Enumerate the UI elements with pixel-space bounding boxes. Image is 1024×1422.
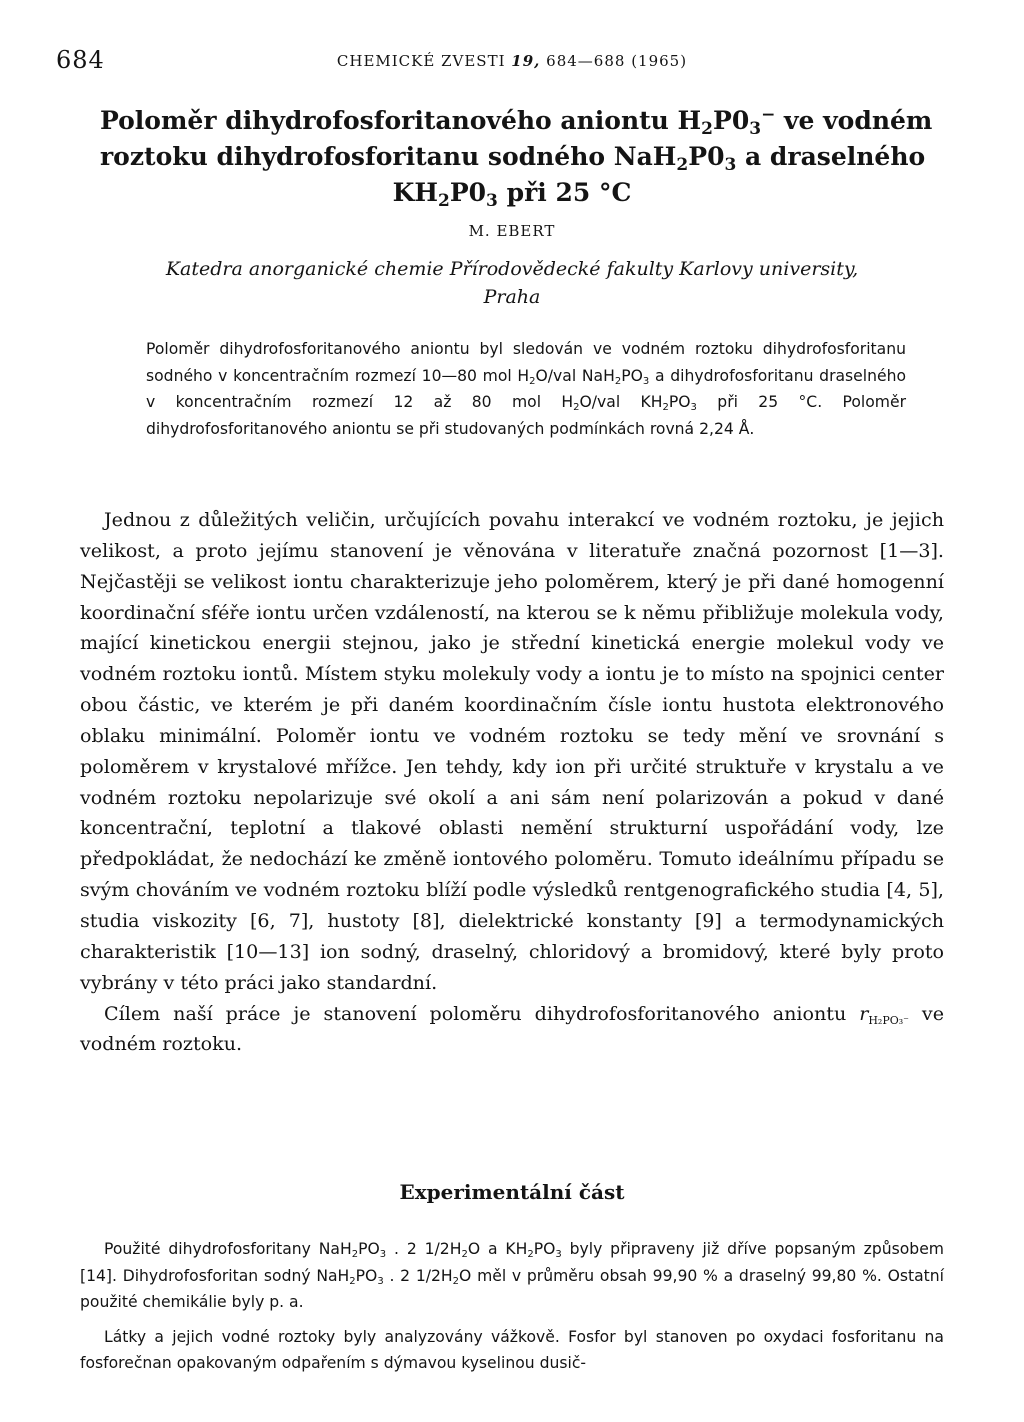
title-line: Poloměr dihydrofosforitanového aniontu $H_2P0_3^-$ ve vodném — [100, 105, 933, 139]
body-paragraph: Cílem naší práce je stanovení poloměru dihydrofosforitanového aniontu $r_{H_2PO_3^-}$ ve vodném roztoku. — [80, 1001, 945, 1056]
title-line: roztoku dihydrofosforitanu sodného $NaH_2P0_3$ a draselného — [100, 142, 926, 175]
author-affiliation — [120, 255, 904, 311]
affiliation-line: Katedra anorganické chemie Přírodovědecké fakulty Karlovy university, — [165, 258, 859, 280]
body-text — [80, 505, 944, 1060]
title-line: $KH_2P0_3$ při 25 °C — [392, 178, 632, 211]
journal-citation — [56, 52, 968, 70]
experimental-paragraph: Použité dihydrofosforitany $NaH_2PO_3$ . 2 $1/2H_2O$ a $KH_2PO_3$ byly připraveny již dříve popsaným způsobem [14]. Dihydrofosforitan sodný $NaH_2PO_3$ . 2 $1/2H_2O$ měl v průměru obsah 99,90 % a draselný 99,80 %. Ostatní použité chemikálie byly p. a. — [80, 1240, 945, 1311]
journal-name: CHEMICKÉ ZVESTI — [336, 52, 506, 70]
author-name: M. EBERT — [468, 222, 556, 240]
abstract — [146, 336, 906, 443]
running-head — [56, 46, 968, 76]
abstract-paragraph: Poloměr dihydrofosforitanového aniontu byl sledován ve vodném roztoku dihydrofosforitanu sodného v koncentračním rozmezí 10—80 mol $H_2O$/val $NaH_2PO_3$ a dihydrofosforitanu draselného v koncentračním rozmezí 12 až 80 mol $H_2O$/val $KH_2PO_3$ při 25 °C. Poloměr dihydrofosforitanového aniontu se při studovaných podmínkách rovná 2,24 Å. — [146, 340, 906, 439]
experimental-paragraph: Látky a jejich vodné roztoky byly analyzovány vážkově. Fosfor byl stanoven po oxydaci fosforitanu na fosforečnan opakovaným odpařením s dýmavou kyselinou dusič- — [80, 1327, 944, 1372]
article-title — [100, 103, 933, 211]
experimental-section — [80, 1236, 944, 1377]
journal-volume: 19, — [511, 52, 541, 70]
affiliation-city: Praha — [483, 286, 541, 308]
journal-pages-year: 684—688 (1965) — [546, 52, 688, 70]
page-number: 684 — [56, 46, 105, 74]
section-heading: Experimentální část — [399, 1180, 625, 1204]
body-paragraph: Jednou z důležitých veličin, určujících povahu interakcí ve vodném roztoku, je jejich velikost, a proto jejímu stanovení je věnována v literatuře značná pozornost [1—3]. Nejčastěji se velikost iontu charakterizuje jeho poloměrem, který je při dané homogenní koordinační sféře iontu určen vzdáleností, na kterou se k němu přibližuje molekula vody, mající kinetickou energii stejnou, jako je střední kinetická energie molekul vody ve vodném roztoku iontů. Místem styku molekuly vody a iontu je to místo na spojnici center obou částic, ve kterém je při daném koordinačním čísle iontu hustota elektronového oblaku minimální. Poloměr iontu ve vodném roztoku se tedy mění ve srovnání s poloměrem v krystalové mřížce. Jen tehdy, kdy ion při určité struktuře v krystalu a ve vodném roztoku nepolarizuje své okolí a ani sám není polarizován a pokud v dané koncentrační, teplotní a tlakové oblasti nemění strukturní uspořádání vody, lze předpokládat, že nedochází ke změně iontového poloměru. Tomuto ideálnímu případu se svým chováním ve vodném roztoku blíží podle výsledků rentgenografického studia [4, 5], studia viskozity [6, 7], hustoty [8], dielektrické konstanty [9] a termodynamických charakteristik [10—13] ion sodný, draselný, chloridový a bromidový, které byly proto vybrány v této práci jako standardní. — [80, 508, 944, 994]
